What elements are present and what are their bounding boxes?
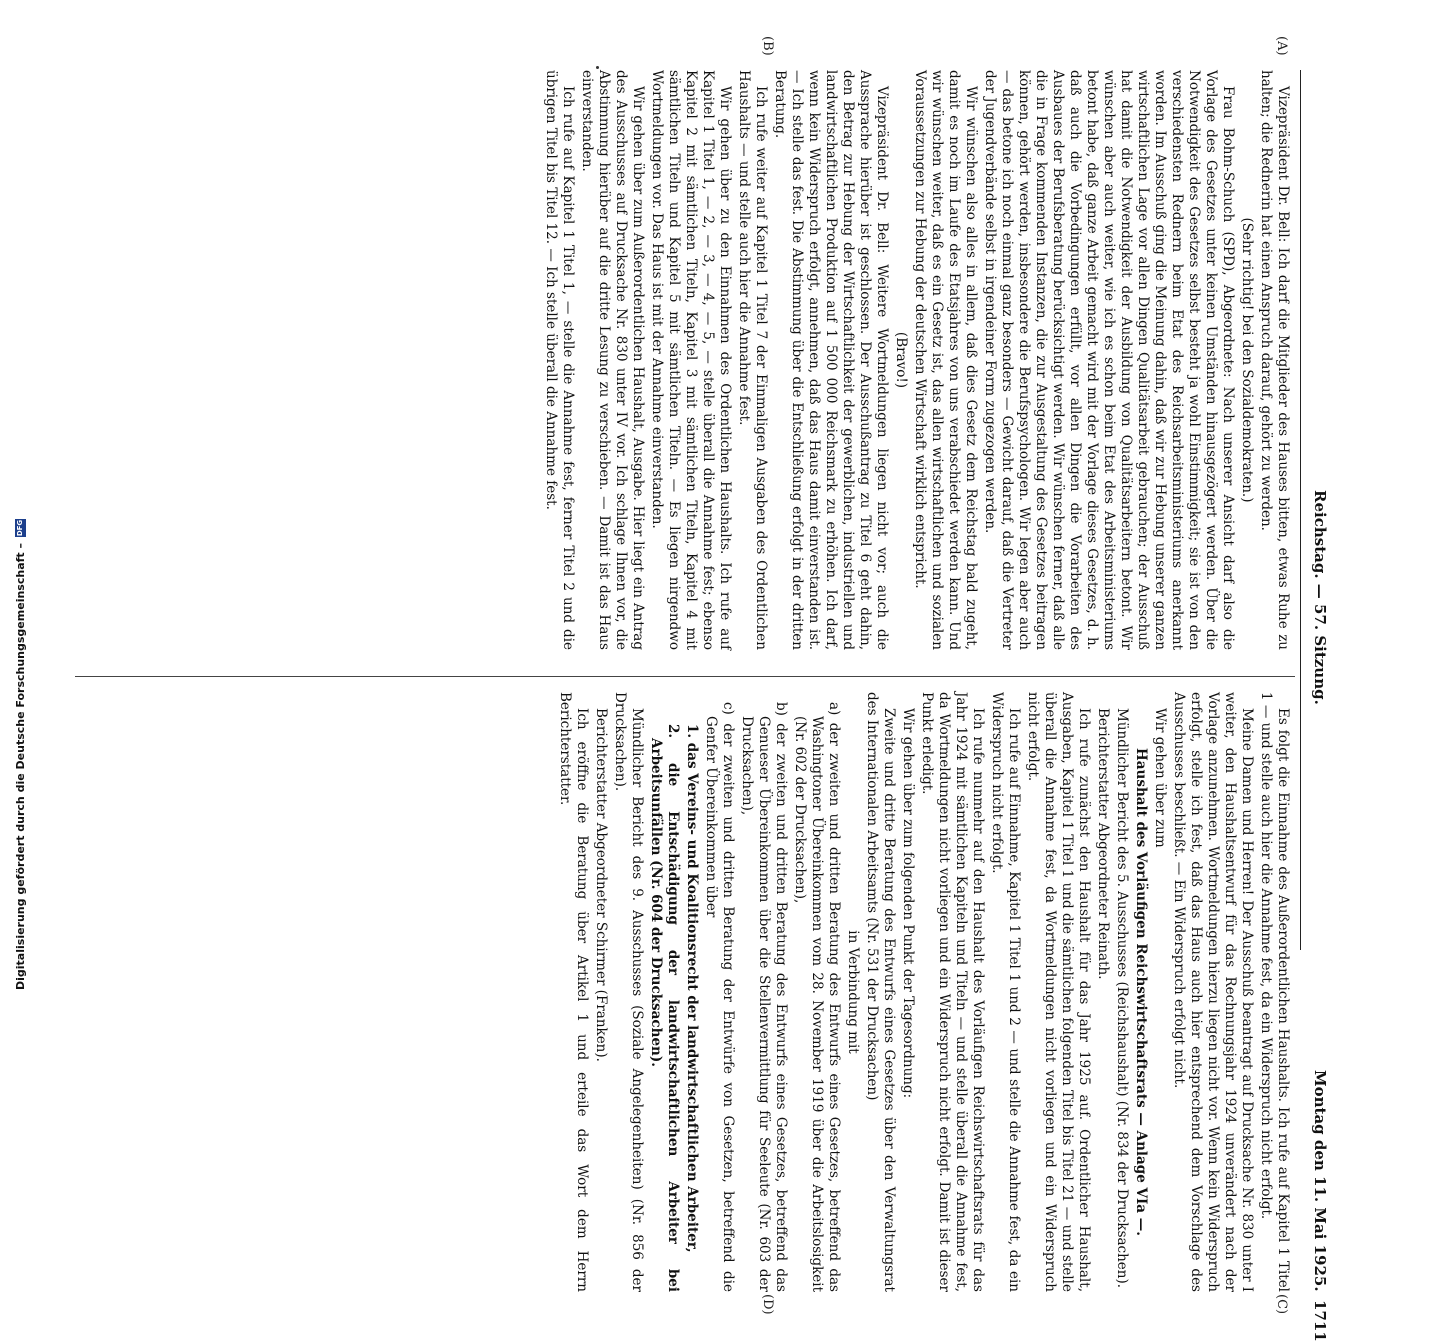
- paragraph: (Sehr richtig! bei den Sozialdemokraten.): [1239, 217, 1255, 503]
- paragraph: Ich rufe nunmehr auf den Haushalt des Vorläufigen Reichswirtschaftsrats für das Jahr 1924 mit sämtlichen Kapiteln und Titeln — und stelle überall die Annahme fest, da Wortmeldungen nicht vorliegen und ein Widerspruch nicht erfolgt. Damit ist dieser Punkt erledigt.: [919, 692, 986, 1292]
- margin-marker-a: (A): [1274, 36, 1289, 56]
- paragraph: Ich rufe auf Einnahme, Kapitel 1 Titel 1 und 2 — und stelle die Annahme fest, da ein Widerspruch nicht erfolgt.: [989, 692, 1022, 1292]
- left-column: [471, 70, 1291, 650]
- paragraph: in Verbindung mit: [845, 930, 861, 1054]
- page-header: [1300, 70, 1335, 1342]
- agenda-subitem: 2. die Entschädigung der landwirtschaftlichen Arbeiter bei Arbeitsunfällen (Nr. 604 der Drucksachen).: [648, 724, 681, 1292]
- header-session: Reichstag. — 57. Sitzung.: [1311, 490, 1329, 705]
- paragraph: Berichterstatter Abgeordneter Schirmer (Franken).: [593, 708, 609, 1062]
- digitization-note-text: Digitalisierung gefördert durch die Deutsche Forschungsgemeinschaft –: [14, 543, 27, 990]
- margin-marker-c: (C): [1274, 1294, 1289, 1315]
- right-column: [471, 692, 1291, 1292]
- paragraph: Ich rufe zunächst den Haushalt für das Jahr 1925 auf. Ordentlicher Haushalt, Ausgaben, Kapitel 1 Titel 1 und die sämtlichen folgenden Titel bis Titel 21 — und stelle überall die Annahme fest, da Wortmeldungen nicht vorliegen und ein Widerspruch nicht erfolgt.: [1025, 692, 1092, 1292]
- paragraph: (Bravo!): [893, 331, 909, 389]
- agenda-heading: Haushalt des Vorläufigen Reichswirtschaftsrats — Anlage VIa —.: [1133, 748, 1149, 1236]
- margin-marker-d: (D): [760, 1294, 775, 1315]
- paragraph: Ich rufe weiter auf Kapitel 1 Titel 7 der Einmaligen Ausgaben des Ordentlichen Haushalts — und stelle auch hier die Annahme fest.: [736, 70, 769, 650]
- scan-speck: [596, 66, 599, 69]
- paragraph: Mündlicher Bericht des 5. Ausschusses (Reichshaushalt) (Nr. 834 der Drucksachen).: [1114, 708, 1130, 1289]
- paragraph: Ich eröffne die Beratung über Artikel 1 und erteile das Wort dem Herrn Berichterstatter.: [557, 692, 590, 1292]
- agenda-item: Zweite und dritte Beratung des Entwurfs eines Gesetzes über den Verwaltungsrat des Internationalen Arbeitsamts (Nr. 531 der Drucksachen): [864, 692, 897, 1292]
- header-date: Montag den 11. Mai 1925.: [1311, 1070, 1329, 1292]
- paragraph: Meine Damen und Herren! Der Ausschuß beantragt auf Drucksache Nr. 830 unter I weiter, den Haushaltsentwurf für das Rechnungsjahr 1924 unverändert nach der Vorlage anzunehmen. Wortmeldungen hierzu liegen nicht vor. Wenn kein Widerspruch erfolgt, stelle ich fest, daß das Haus auch hier entsprechend dem Vorschlage des Ausschusses beschließt. — Ein Widerspruch erfolgt nicht.: [1171, 692, 1255, 1292]
- agenda-subitem: 1. das Vereins- und Koalitionsrecht der landwirtschaftlichen Arbeiter,: [684, 724, 700, 1253]
- agenda-subitem: b) der zweiten und dritten Beratung des Entwurfs eines Gesetzes, betreffend das Genueser Übereinkommen über die Stellenvermittlung für Seeleute (Nr. 603 der Drucksachen),: [739, 702, 789, 1292]
- paragraph: Wir gehen über zum folgenden Punkt der Tagesordnung:: [900, 708, 916, 1099]
- paragraph: Vizepräsident Dr. Bell: Weitere Wortmeldungen liegen nicht vor; auch die Aussprache hierüber ist geschlossen. Der Ausschußantrag zu Titel 6 geht dahin, den Betrag zur Hebung der Wirtschaftlichkeit der gewerblichen, industriellen und landwirtschaftlichen Produktion auf 1 500 000 Reichsmark zu erhöhen. Ich darf, wenn kein Widerspruch erfolgt, annehmen, daß das Haus damit einverstanden ist. — Ich stelle das fest. Die Abstimmung über die Entschließung erfolgt in der dritten Beratung.: [772, 70, 890, 650]
- paragraph: Wir wünschen also alles in allem, daß dies Gesetz dem Reichstag bald zugeht, damit es noch im Laufe des Etatsjahres von uns verabschiedet werden kann. Und wir wünschen weiter, daß es ein Gesetz ist, das allen wirtschaftlichen und sozialen Voraussetzungen zur Hebung der deutschen Wirtschaft wirklich entspricht.: [912, 70, 979, 650]
- paragraph: Es folgt die Einnahme des Außerordentlichen Haushalts. Ich rufe auf Kapitel 1 Titel 1 — und stelle auch hier die Annahme fest, da ein Widerspruch nicht erfolgt.: [1258, 692, 1291, 1292]
- digitization-note: [0, 0, 27, 1000]
- paragraph: Ich rufe auf Kapitel 1 Titel 1, — stelle die Annahme fest, ferner Titel 2 und die übrigen Titel bis Titel 12. — Ich stelle überall die Annahme fest.: [543, 70, 576, 650]
- margin-marker-b: (B): [760, 36, 775, 56]
- paragraph: Wir gehen über zu den Einnahmen des Ordentlichen Haushalts. Ich rufe auf Kapitel 1 Titel 1, — 2, — 3, — 4, — 5, — stelle überall die Annahme fest; ebenso Kapitel 2 mit sämtlichen Titeln, Kapitel 3 mit sämtlichen Titeln, Kapitel 4 mit sämtlichen Titeln und Kapitel 5 mit sämtlichen Titeln. — Es liegen nirgendwo Wortmeldungen vor. Das Haus ist mit der Annahme einverstanden.: [649, 70, 733, 650]
- page-number: 1711: [1311, 1300, 1329, 1342]
- dfg-logo-icon: DFG: [16, 519, 24, 537]
- paragraph: Frau Bohm-Schuch (SPD), Abgeordnete: Nach unserer Ansicht darf also die Vorlage des Gesetzes unter keinen Umständen hinausgezögert werden. Über die Notwendigkeit des Gesetzes selbst besteht ja wohl Einstimmigkeit; sie ist von den verschiedensten Rednern beim Etat des Reichsarbeitsministeriums anerkannt worden. Im Ausschuß ging die Meinung dahin, daß wir zur Hebung unserer ganzen wirtschaftlichen Lage vor allen Dingen Qualitätsarbeit gebrauchen; der Ausschuß hat damit die Notwendigkeit der Ausbildung von Qualitätsarbeitern betont. Wir wünschen aber auch weiter, wie ich es schon beim Etat des Arbeitsministeriums betont habe, daß ganze Arbeit gemacht wird mit der Vorlage dieses Gesetzes, d. h. daß auch die Vorbedingungen erfüllt, vor allen Dingen die Vorarbeiten des Ausbaues der Berufsberatung berücksichtigt werden. Wir wünschen ferner, daß alle die in Frage kommenden Instanzen, die zur Ausgestaltung des Gesetzes beitragen können, gehört werden, insbesondere die Berufspsychologen. Wir legen aber auch — das betone ich noch einmal ganz besonders — Gewicht darauf, daß die Vertreter der Jugendverbände selbst in irgendeiner Form zugezogen werden.: [982, 70, 1236, 650]
- paragraph: Berichterstatter Abgeordneter Reinath.: [1095, 708, 1111, 980]
- agenda-subitem: c) der zweiten und dritten Beratung der Entwürfe von Gesetzen, betreffend die Genfer Übereinkommen über: [703, 702, 736, 1292]
- paragraph: Wir gehen über zum: [1152, 708, 1168, 848]
- agenda-subitem: a) der zweiten und dritten Beratung des Entwurfs eines Gesetzes, betreffend das Washingtoner Übereinkommen vom 28. November 1919 über die Arbeitslosigkeit (Nr. 602 der Drucksachen),: [792, 702, 842, 1292]
- paragraph: Mündlicher Bericht des 9. Ausschusses (Soziale Angelegenheiten) (Nr. 856 der Drucksachen).: [612, 692, 645, 1292]
- paragraph: Vizepräsident Dr. Bell: Ich darf die Mitglieder des Hauses bitten, etwas Ruhe zu halten; die Rednerin hat einen Anspruch darauf, gehört zu werden.: [1258, 70, 1291, 650]
- column-divider: [75, 676, 1295, 677]
- paragraph: Wir gehen über zum Außerordentlichen Haushalt, Ausgabe. Hier liegt ein Antrag des Ausschusses auf Drucksache Nr. 830 unter IV vor. Ich schlage Ihnen vor, die Abstimmung hierüber auf die dritte Lesung zu verschieben. — Damit ist das Haus einverstanden.: [579, 70, 646, 650]
- document-page: [75, 36, 1335, 1342]
